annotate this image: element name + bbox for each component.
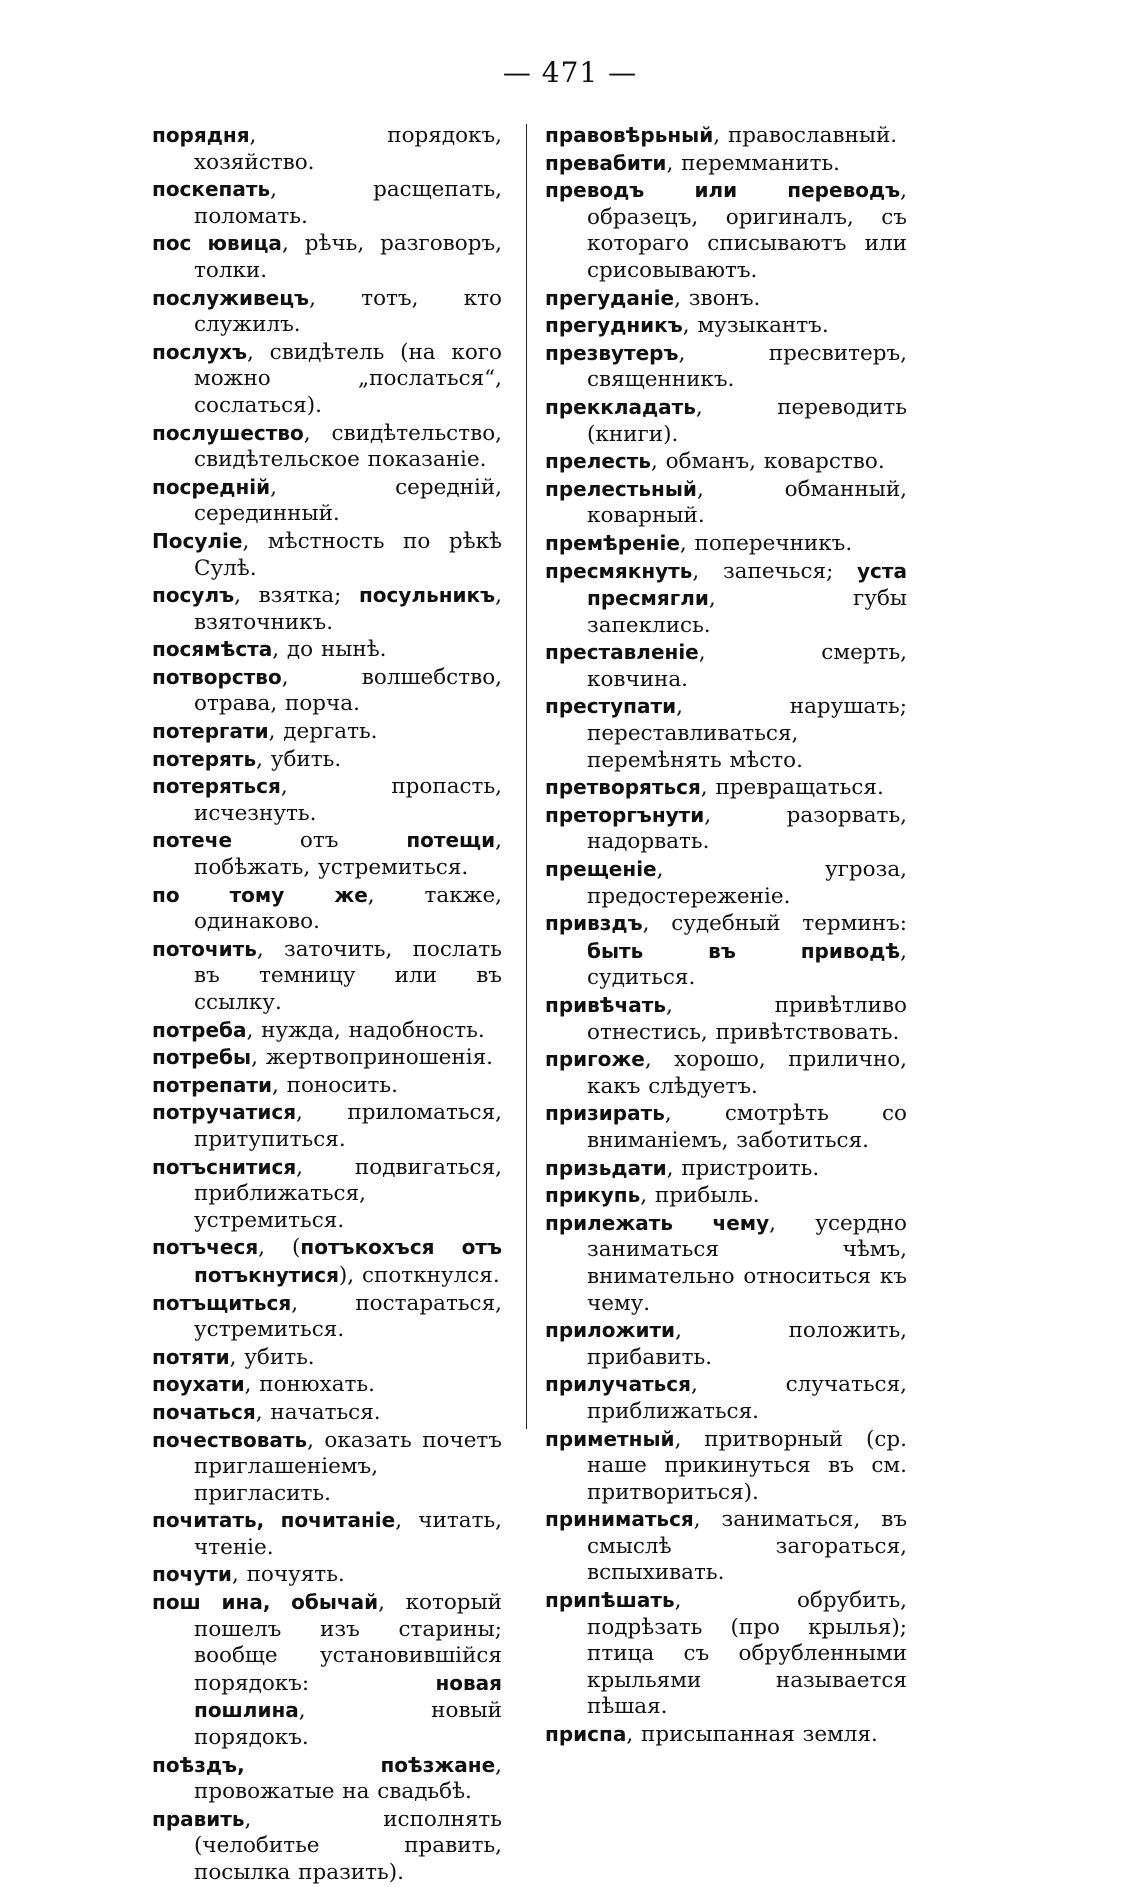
- dictionary-entry: [545, 312, 907, 340]
- entry-definition: , усердно заниматься чѣмъ, внимательно относиться къ чему.: [587, 1210, 907, 1316]
- dictionary-entry: [152, 746, 502, 774]
- entry-headword: потрепати: [152, 1072, 272, 1097]
- entry-headword: потворство: [152, 664, 282, 689]
- entry-definition: , также, одинаково.: [194, 882, 503, 935]
- dictionary-entry: [545, 1587, 907, 1721]
- entry-headword: почитать, почитаніе: [152, 1508, 396, 1533]
- entry-definition: , убить.: [229, 1344, 315, 1370]
- entry-headword: потерять: [152, 746, 257, 771]
- entry-definition: , нужда, надобность.: [246, 1017, 485, 1043]
- dictionary-entry: [545, 476, 907, 530]
- entry-definition: , случаться, приближаться.: [587, 1372, 907, 1424]
- entry-headword: почути: [152, 1562, 232, 1587]
- dictionary-entry: [152, 1371, 502, 1399]
- entry-definition: , превращаться.: [700, 775, 884, 801]
- dictionary-entry: [152, 420, 502, 474]
- entry-headword: потергати: [152, 719, 269, 744]
- entry-headword: потъснитися: [152, 1154, 297, 1179]
- entry-definition: , тотъ, кто служилъ.: [194, 285, 502, 338]
- dictionary-entry: [545, 394, 907, 448]
- entry-headword: поухати: [152, 1372, 245, 1397]
- dictionary-entry: [152, 1399, 502, 1427]
- dictionary-entry: [152, 528, 502, 582]
- entry-headword: прелестьный: [545, 476, 697, 501]
- dictionary-entry: [152, 474, 502, 528]
- dictionary-entry: [545, 1721, 907, 1749]
- dictionary-entry: [152, 1234, 502, 1289]
- entry-definition: , присыпанная земля.: [626, 1722, 878, 1748]
- dictionary-entry: [152, 882, 502, 936]
- entry-definition: , подвигаться, приближаться, устремиться.: [194, 1154, 502, 1233]
- dictionary-entry: [545, 1506, 907, 1587]
- dictionary-entry: [152, 582, 502, 636]
- entry-definition: отъ: [232, 828, 407, 854]
- dictionary-entry: [545, 448, 907, 476]
- dictionary-entry: [152, 1427, 502, 1508]
- entry-headword: править: [152, 1806, 245, 1831]
- entry-definition: , притворный (ср. наше прикинуться въ см. притвориться).: [587, 1426, 907, 1505]
- dictionary-entry: [152, 230, 502, 284]
- entry-definition: , угроза, предостереженіе.: [587, 857, 907, 909]
- entry-definition: , судебный терминъ:: [642, 911, 907, 937]
- entry-headword: поточить: [152, 936, 257, 961]
- entry-definition: , губы запеклись.: [587, 586, 907, 638]
- entry-definition: , смерть, ковчина.: [587, 640, 907, 692]
- entry-headword: приметный: [545, 1426, 675, 1451]
- entry-headword: прелесть: [545, 449, 652, 474]
- entry-headword: по тому же: [152, 882, 368, 907]
- dictionary-entry: [545, 856, 907, 910]
- entry-headword: приспа: [545, 1722, 627, 1747]
- entry-headword: потъкохъся отъ потъкнутися: [194, 1235, 502, 1287]
- left-column: [152, 122, 502, 1887]
- dictionary-entry: [545, 122, 907, 150]
- dictionary-entry: [545, 774, 907, 802]
- entry-definition: , дергать.: [268, 719, 378, 745]
- entry-definition: , рѣчь, разговоръ, толки.: [194, 231, 503, 283]
- entry-headword: преводъ или переводъ: [545, 178, 901, 203]
- entry-headword: послуживецъ: [152, 285, 310, 310]
- entry-headword: презвутеръ: [545, 340, 679, 365]
- entry-definition: , взяточникъ.: [194, 583, 502, 635]
- dictionary-entry: [545, 340, 907, 394]
- entry-definition: , нарушать; переставливаться, перемѣнять мѣсто.: [587, 694, 907, 773]
- dictionary-entry: [152, 1154, 502, 1235]
- entry-definition: , пропасть, исчезнуть.: [194, 774, 502, 826]
- dictionary-entry: [152, 1099, 502, 1153]
- entry-definition: , заточить, послать въ темницу или въ ссылку.: [194, 936, 502, 1015]
- entry-definition: , перемманить.: [666, 150, 841, 176]
- entry-headword: потяти: [152, 1344, 230, 1369]
- dictionary-entry: [152, 1589, 502, 1752]
- entry-definition: , порядокъ, хозяйство.: [194, 123, 502, 175]
- entry-definition: , жертвоприношенія.: [251, 1045, 493, 1071]
- dictionary-entry: [152, 1290, 502, 1344]
- dictionary-entry: [545, 1155, 907, 1183]
- entry-definition: , звонъ.: [674, 285, 761, 311]
- dictionary-entry: [152, 664, 502, 718]
- entry-headword: преступати: [545, 694, 677, 719]
- entry-definition: , середній, серединный.: [194, 474, 502, 527]
- entry-headword: прегудникъ: [545, 313, 683, 338]
- dictionary-entry: [152, 1017, 502, 1045]
- entry-headword: поскепать: [152, 177, 271, 202]
- dictionary-entry: [152, 1044, 502, 1072]
- entry-headword: прилежать чему: [545, 1210, 770, 1235]
- dictionary-entry: [545, 1371, 907, 1425]
- dictionary-entry: [545, 530, 907, 558]
- entry-headword: потеряться: [152, 774, 281, 799]
- entry-headword: припѣшать: [545, 1588, 675, 1613]
- entry-headword: посульникъ: [358, 583, 496, 608]
- entry-definition: , провожатые на свадьбѣ.: [194, 1752, 502, 1805]
- dictionary-entry: [152, 176, 502, 230]
- entry-headword: новая пошлина: [194, 1670, 502, 1723]
- entry-definition: , обманъ, коварство.: [651, 449, 885, 475]
- entry-definition: , смотрѣть со вниманіемъ, заботиться.: [587, 1101, 907, 1153]
- entry-definition: , который пошелъ изъ старины; вообще установившійся порядокъ:: [194, 1590, 503, 1696]
- entry-definition: , свидѣтель (на кого можно „послаться“, сослаться).: [194, 339, 502, 418]
- entry-headword: посямѣста: [152, 637, 273, 662]
- dictionary-entry: [545, 1182, 907, 1210]
- entry-headword: уста пресмягли: [587, 558, 907, 611]
- entry-headword: преккладать: [545, 394, 696, 419]
- dictionary-entry: [545, 1100, 907, 1154]
- entry-definition: , мѣстность по рѣкѣ Сулѣ.: [194, 528, 502, 581]
- entry-definition: , оказать почетъ приглашеніемъ, пригласить.: [194, 1427, 502, 1506]
- entry-definition: , до нынѣ.: [272, 637, 387, 663]
- entry-definition: , новый порядокъ.: [194, 1698, 502, 1751]
- dictionary-entry: [545, 1426, 907, 1507]
- entry-headword: преторгънути: [545, 802, 705, 827]
- dictionary-entry: [152, 1752, 502, 1806]
- entry-definition: , переводить (книги).: [587, 394, 907, 447]
- entry-headword: привѣчать: [545, 993, 666, 1017]
- dictionary-entry: [152, 718, 502, 746]
- entry-definition: , обманный, коварный.: [587, 476, 907, 529]
- dictionary-entry: [545, 992, 907, 1046]
- entry-definition: , убить.: [256, 746, 342, 772]
- entry-definition: , (: [258, 1235, 301, 1261]
- entry-headword: послушество: [152, 420, 304, 445]
- entry-headword: порядня: [152, 123, 250, 147]
- entry-headword: пош ина, обычай: [152, 1590, 379, 1615]
- dictionary-entry: [545, 558, 907, 640]
- entry-headword: потручатися: [152, 1100, 297, 1125]
- entry-headword: пос ювица: [152, 231, 282, 256]
- entry-headword: потещи: [406, 828, 496, 853]
- entry-definition: , понюхать.: [244, 1372, 375, 1398]
- column-divider: [526, 124, 527, 1429]
- dictionary-entry: [545, 150, 907, 178]
- entry-definition: , запечься;: [692, 558, 858, 584]
- entry-headword: претворяться: [545, 775, 701, 800]
- entry-definition: , побѣжать, устремиться.: [194, 828, 502, 881]
- entry-headword: приложити: [545, 1318, 676, 1343]
- entry-definition: , прибыль.: [640, 1183, 760, 1209]
- entry-definition: , пристроить.: [666, 1155, 820, 1181]
- entry-definition: , исполнять (челобитье править, посылка празить).: [194, 1806, 502, 1885]
- dictionary-entry: [545, 802, 907, 856]
- entry-definition: , привѣтливо отнестись, привѣтствовать.: [587, 993, 907, 1045]
- entry-headword: прегуданіе: [545, 285, 675, 310]
- dictionary-entry: [152, 1806, 502, 1887]
- entry-definition: , читать, чтеніе.: [194, 1508, 502, 1560]
- dictionary-entry: [545, 177, 907, 284]
- dictionary-entry: [152, 1507, 502, 1561]
- entry-headword: прилучаться: [545, 1372, 691, 1397]
- dictionary-entry: [545, 910, 907, 992]
- entry-headword: превабити: [545, 150, 667, 175]
- dictionary-entry: [152, 285, 502, 339]
- entry-definition: , волшебство, отрава, порча.: [194, 664, 502, 717]
- dictionary-entry: [152, 1072, 502, 1100]
- dictionary-entry: [545, 1317, 907, 1371]
- entry-headword: посредній: [152, 474, 271, 499]
- entry-definition: , образецъ, оригиналъ, съ котораго списываютъ или срисовываютъ.: [587, 178, 907, 283]
- entry-definition: , хорошо, прилично, какъ слѣдуетъ.: [587, 1047, 907, 1099]
- dictionary-entry: [545, 285, 907, 313]
- dictionary-entry: [545, 693, 907, 774]
- entry-definition: , поперечникъ.: [679, 530, 853, 556]
- entry-headword: Посуліе: [152, 528, 243, 553]
- dictionary-entry: [152, 1561, 502, 1589]
- right-column: [545, 122, 907, 1749]
- entry-definition: , постараться, устремиться.: [194, 1290, 502, 1343]
- entry-definition: , положить, прибавить.: [587, 1318, 907, 1370]
- entry-definition: ), споткнулся.: [338, 1262, 500, 1288]
- dictionary-entry: [152, 339, 502, 420]
- entry-headword: прещеніе: [545, 857, 657, 882]
- dictionary-entry: [152, 827, 502, 881]
- dictionary-entry: [152, 636, 502, 664]
- entry-headword: прикупь: [545, 1183, 641, 1208]
- entry-definition: , заниматься, въ смыслѣ загораться, вспыхивать.: [587, 1507, 907, 1586]
- entry-headword: потече: [152, 828, 233, 853]
- entry-headword: приниматься: [545, 1507, 694, 1532]
- dictionary-entry: [545, 1046, 907, 1100]
- entry-headword: быть въ приводѣ: [587, 938, 901, 963]
- entry-headword: преставленіе: [545, 640, 699, 665]
- entry-definition: , обрубить, подрѣзать (про крылья); птица съ обрубленными крыльями называется пѣшая.: [587, 1588, 907, 1720]
- entry-definition: , разорвать, надорвать.: [587, 802, 907, 855]
- entry-definition: , взятка;: [234, 583, 359, 609]
- entry-headword: потъщиться: [152, 1290, 292, 1315]
- entry-headword: початься: [152, 1399, 256, 1424]
- entry-headword: пригоже: [545, 1047, 645, 1072]
- entry-headword: потъчеся: [152, 1235, 259, 1260]
- entry-headword: привздъ: [545, 911, 643, 936]
- entry-definition: , почуять.: [231, 1562, 345, 1588]
- entry-headword: призьдати: [545, 1155, 667, 1180]
- entry-headword: призирать: [545, 1101, 665, 1126]
- entry-definition: , музыкантъ.: [682, 313, 829, 339]
- entry-headword: послухъ: [152, 339, 248, 364]
- entry-headword: потребы: [152, 1045, 252, 1070]
- dictionary-entry: [545, 639, 907, 693]
- entry-definition: , свидѣтельство, свидѣтельское показаніе.: [194, 420, 502, 473]
- entry-definition: , расщепать, поломать.: [194, 177, 502, 229]
- dictionary-entry: [152, 773, 502, 827]
- dictionary-entry: [152, 936, 502, 1017]
- entry-headword: потреба: [152, 1017, 247, 1042]
- entry-headword: пресмякнуть: [545, 558, 693, 583]
- dictionary-entry: [152, 1344, 502, 1372]
- dictionary-entry: [152, 122, 502, 176]
- entry-headword: посулъ: [152, 583, 235, 608]
- entry-definition: , пресвитеръ, священникъ.: [587, 340, 907, 393]
- entry-definition: , судиться.: [587, 938, 907, 991]
- dictionary-entry: [545, 1210, 907, 1317]
- entry-definition: , православный.: [713, 123, 898, 148]
- entry-headword: почествовать: [152, 1427, 308, 1452]
- entry-headword: премѣреніе: [545, 530, 680, 555]
- entry-definition: , начаться.: [255, 1399, 381, 1425]
- entry-definition: , приломаться, притупиться.: [194, 1100, 502, 1152]
- entry-headword: поѣздъ, поѣзжане: [152, 1752, 496, 1777]
- entry-headword: правовѣрьный: [545, 123, 714, 147]
- entry-definition: , поносить.: [271, 1072, 398, 1098]
- page-number: — 471 —: [502, 56, 638, 89]
